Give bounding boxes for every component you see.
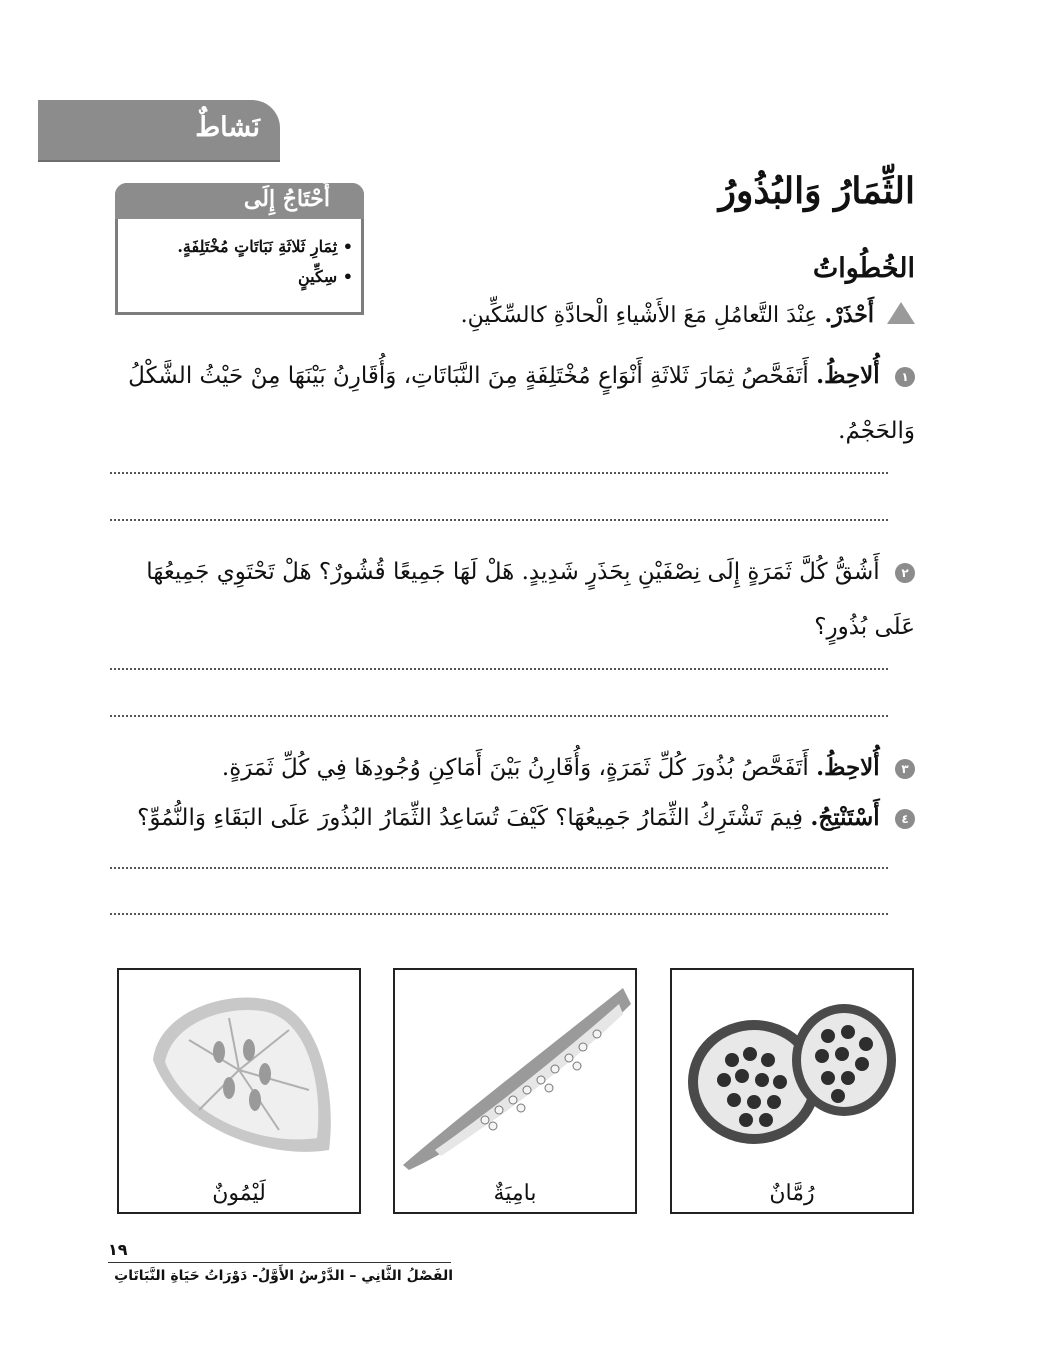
warning-text: عِنْدَ التَّعامُلِ مَعَ الأَشْياءِ الْحادَّةِ كالسِّكِّينِ. bbox=[460, 303, 818, 328]
step-4 bbox=[100, 790, 915, 846]
answer-line[interactable] bbox=[110, 867, 888, 869]
pomegranate-icon bbox=[672, 970, 912, 1170]
step-text: أَتَفَحَّصُ ثِمَارَ ثَلاثَةِ أَنْوَاعٍ مُخْتَلِفَةٍ مِنَ النَّبَاتَاتِ، وَأُقَارِنُ بَيْنَهَا مِنْ حَيْثُ الشَّكْلُ وَالحَجْمُ. bbox=[128, 363, 915, 444]
materials-title: أَحْتَاجُ إِلَى bbox=[243, 186, 330, 212]
step-2 bbox=[100, 545, 915, 655]
picture-card-pomegranate bbox=[670, 968, 914, 1214]
step-keyword: أُلاحِظُ. bbox=[816, 754, 880, 781]
picture-card-okra bbox=[393, 968, 637, 1214]
answer-line[interactable] bbox=[110, 472, 888, 474]
okra-icon bbox=[395, 970, 635, 1170]
step-number-badge: ٣ bbox=[895, 759, 915, 779]
picture-card-lemon bbox=[117, 968, 361, 1214]
step-3 bbox=[100, 740, 915, 796]
footer-divider bbox=[108, 1262, 451, 1263]
lemon-icon bbox=[119, 970, 359, 1170]
step-number-badge: ٤ bbox=[895, 809, 915, 829]
picture-label: رُمَّانٌ bbox=[769, 1181, 815, 1206]
step-text: أَشُقُّ كُلَّ ثَمَرَةٍ إِلَى نِصْفَيْنِ بِحَذَرٍ شَدِيدٍ. هَلْ لَهَا جَمِيعًا قُشُورٌ؟ هَلْ تَحْتَوِي جَمِيعُهَا عَلَى بُذُورٍ؟ bbox=[146, 559, 915, 640]
picture-label: لَيْمُونٌ bbox=[212, 1181, 266, 1206]
step-text: أَتَفَحَّصُ بُذُورَ كُلِّ ثَمَرَةٍ، وَأُقَارِنُ بَيْنَ أَمَاكِنِ وُجُودِهَا فِي كُلِّ ثَمَرَةٍ. bbox=[221, 755, 809, 781]
steps-heading: الخُطُواتُ bbox=[812, 253, 915, 284]
materials-item: • ثِمَارِ ثَلاثَةِ نَبَاتَاتٍ مُخْتَلِفَةٍ. bbox=[125, 232, 353, 262]
step-keyword: أَسْتَنْتِجُ. bbox=[810, 804, 880, 831]
step-keyword: أُلاحِظُ. bbox=[816, 362, 880, 389]
warning-triangle-icon bbox=[887, 302, 915, 324]
materials-item: • سِكِّينٍ bbox=[125, 262, 353, 292]
warning-keyword: أَحْذَرْ. bbox=[824, 302, 874, 328]
activity-tab-label: نَشاطٌ bbox=[195, 112, 260, 143]
step-number-badge: ١ bbox=[895, 367, 915, 387]
safety-warning bbox=[300, 302, 915, 328]
footer-chapter: الفَصْلُ الثَّانِي – الدَّرْسُ الأَوَّلُ- دَوْرَاتُ حَيَاةِ النَّبَاتَاتِ bbox=[114, 1268, 453, 1284]
answer-line[interactable] bbox=[110, 913, 888, 915]
page-title: الثِّمَارُ وَالبُذُورُ bbox=[718, 170, 915, 212]
step-number-badge: ٢ bbox=[895, 563, 915, 583]
answer-line[interactable] bbox=[110, 519, 888, 521]
picture-label: بامِيَةٌ bbox=[493, 1181, 537, 1206]
page-number: ١٩ bbox=[108, 1240, 128, 1259]
step-text: فِيمَ تَشْتَرِكُ الثِّمَارُ جَمِيعُهَا؟ كَيْفَ تُسَاعِدُ الثِّمَارُ البُذُورَ عَلَى البَقَاءِ وَالنُّمُوِّ؟ bbox=[137, 805, 804, 831]
answer-line[interactable] bbox=[110, 668, 888, 670]
materials-list bbox=[125, 232, 353, 292]
answer-line[interactable] bbox=[110, 715, 888, 717]
step-1 bbox=[100, 348, 915, 459]
